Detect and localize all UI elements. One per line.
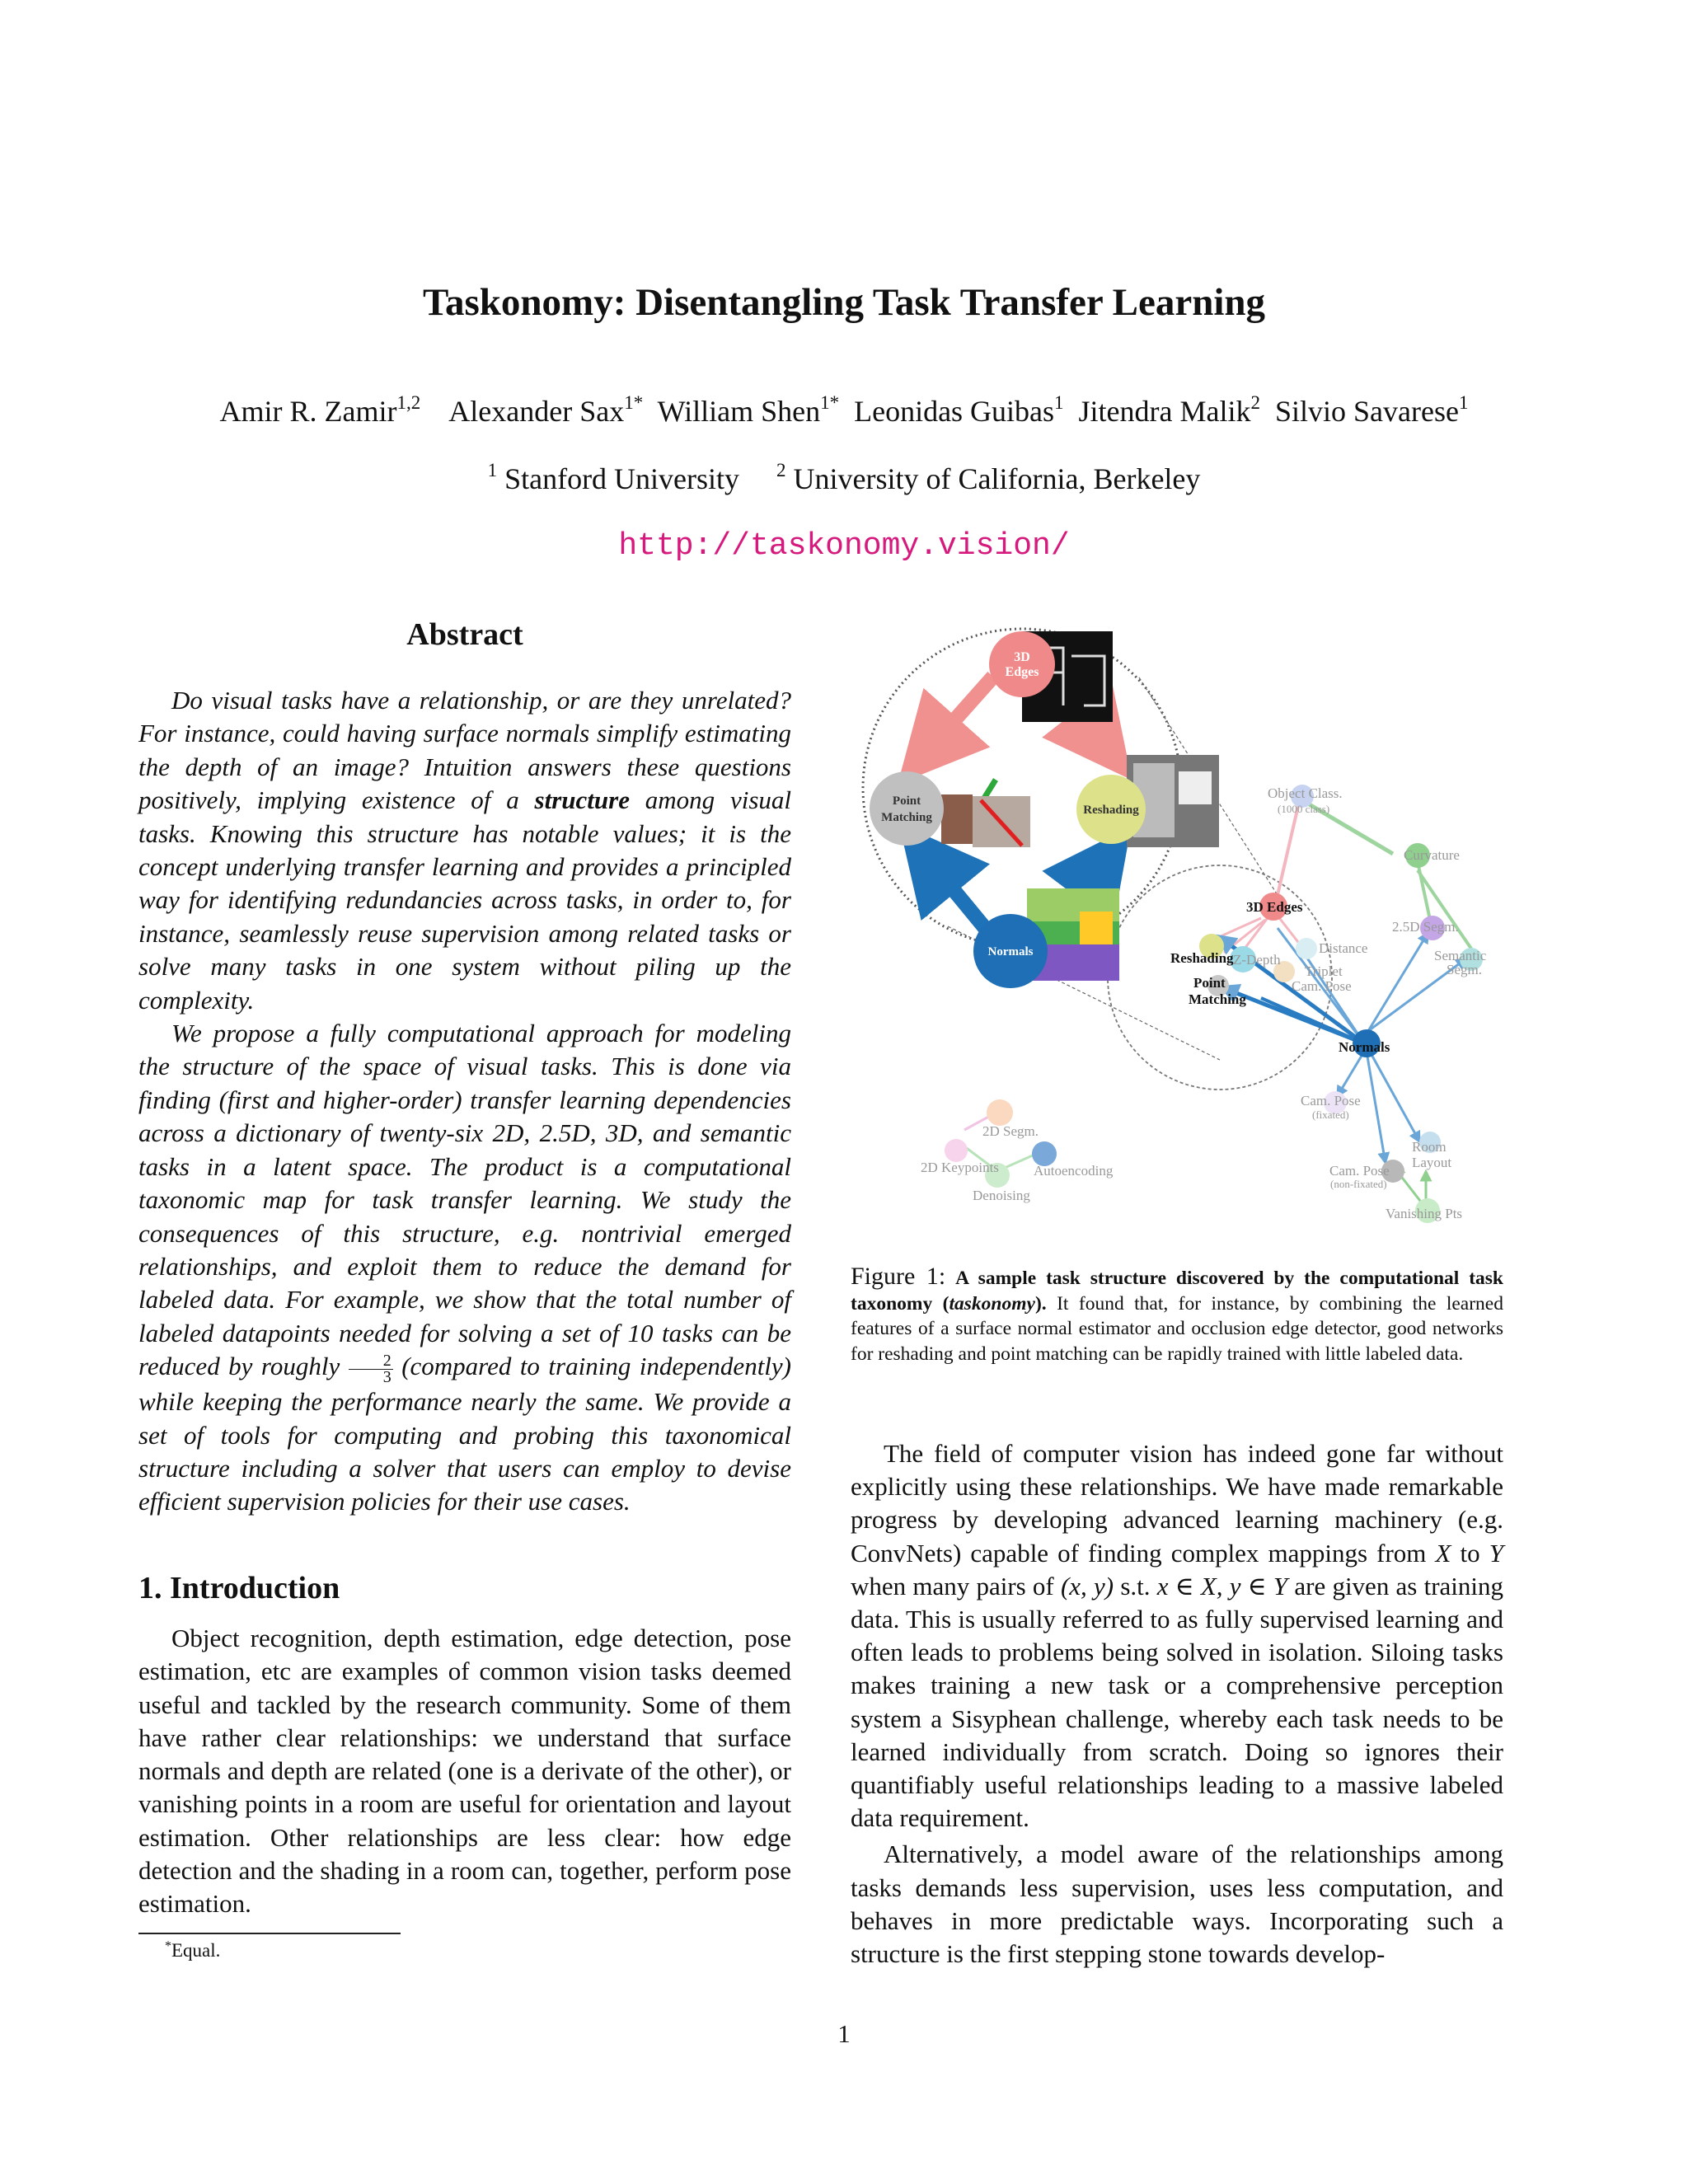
author-name: Jitendra Malik bbox=[1078, 395, 1251, 428]
svg-text:2D Keypoints: 2D Keypoints bbox=[921, 1160, 999, 1175]
svg-text:Segm.: Segm. bbox=[1447, 962, 1482, 977]
author-list bbox=[0, 394, 1688, 429]
figure-task-graph bbox=[849, 623, 1508, 1233]
fraction: $\frac{2}{3}$ bbox=[349, 1353, 393, 1385]
body-paragraph: Alternatively, a model aware of the relationships among tasks demands less supervision, uses less computation, and behaves in more predictable ways. Incorporating such a structure is the first stepping stone towards develop- bbox=[851, 1840, 1503, 1969]
node-distance bbox=[1296, 938, 1317, 959]
svg-text:Reshading: Reshading bbox=[1170, 950, 1234, 966]
svg-text:2D Segm.: 2D Segm. bbox=[982, 1123, 1039, 1139]
svg-text:Denoising: Denoising bbox=[973, 1188, 1030, 1203]
affiliation: University of California, Berkeley bbox=[793, 462, 1201, 495]
abstract-body bbox=[138, 684, 791, 1519]
emphasis: structure bbox=[534, 785, 630, 815]
abstract-paragraph: We propose a fully computational approach for modeling the structure of the space of visual tasks. This is done via finding (first and higher-order) transfer learning dependencies across a dictionary of twenty-six 2D, 2.5D, 3D, and semantic tasks in a latent space. The product is a computational taxonomic map for task transfer learning. We study the consequences of this structure, e.g. nontrivial emerged relationships, and exploit them to reduce the demand for labeled data. For example, we show that the total number of labeled datapoints needed for solving a set of 10 tasks can be reduced by roughly $\frac{2}{3}$ (compared to training independently) while keeping the performance nearly the same. We provide a set of tools for computing and probing this taxonomical structure including a solver that users can employ to devise efficient supervision policies for their use cases. bbox=[138, 1019, 791, 1516]
svg-text:Edges: Edges bbox=[1005, 665, 1039, 679]
affil-mark: 2 bbox=[776, 460, 786, 480]
author-name: Leonidas Guibas bbox=[854, 395, 1055, 428]
author-name: Silvio Savarese bbox=[1275, 395, 1459, 428]
right-column-body bbox=[851, 1437, 1503, 1971]
svg-text:Curvature: Curvature bbox=[1404, 847, 1460, 863]
section-heading: 1. Introduction bbox=[138, 1571, 340, 1605]
paper-title: Taskonomy: Disentangling Task Transfer Learning bbox=[422, 281, 1266, 324]
svg-text:Room: Room bbox=[1412, 1139, 1447, 1155]
matching-thumbnail bbox=[941, 794, 973, 844]
svg-text:Matching: Matching bbox=[1189, 991, 1246, 1007]
figure-label: Figure 1: bbox=[851, 1263, 946, 1290]
svg-text:Normals: Normals bbox=[987, 945, 1034, 958]
author-affil-mark: 1* bbox=[820, 392, 840, 413]
author-name: William Shen bbox=[657, 395, 821, 428]
page-number: 1 bbox=[837, 2019, 851, 2048]
abstract-heading: Abstract bbox=[406, 617, 523, 652]
author-affil-mark: 1* bbox=[624, 392, 644, 413]
body-paragraph: The field of computer vision has indeed gone far without explicitly using these relationships. We have made remarkable progress by developing advanced learning machinery (e.g. ConvNets) capable of finding complex mappings from X to Y when many pairs of (x, y) s.t. x ∈ X, y ∈ Y are given as training data. This is usually referred to as fully supervised learning and often leads to problems being solved in isolation. Siloing tasks makes training a new task or a comprehensive perception system a Sisyphean challenge, whereby each task needs to be learned individually from scratch. Doing so ignores their quantifiably useful relationships leading to a massive labeled data requirement. bbox=[851, 1439, 1503, 1833]
node-3d-edges bbox=[989, 631, 1055, 697]
figure-caption: Figure 1: A sample task structure discovered by the computational task taxonomy (taskonomy). It found that, for instance, by combining the learned features of a surface normal estimator and occlusion edge detector, good networks for reshading and point matching can be rapidly trained with little labeled data. bbox=[851, 1263, 1504, 1365]
footnote: *Equal. bbox=[165, 1939, 221, 1961]
svg-text:Autoencoding: Autoencoding bbox=[1034, 1163, 1114, 1179]
svg-text:Normals: Normals bbox=[1339, 1039, 1390, 1055]
project-url-link[interactable]: http://taskonomy.vision/ bbox=[618, 528, 1070, 564]
svg-text:(non-fixated): (non-fixated) bbox=[1330, 1178, 1387, 1190]
svg-text:Triplet: Triplet bbox=[1305, 963, 1343, 979]
author-affil-mark: 2 bbox=[1250, 392, 1260, 413]
author-affil-mark: 1,2 bbox=[396, 392, 421, 413]
abstract-paragraph: Do visual tasks have a relationship, or are they unrelated? For instance, could having surface normals simplify estimating the depth of an image? Intuition answers these questions positively, implying existence of a structure among visual tasks. Knowing this structure has notable values; it is the concept underlying transfer learning and provides a principled way for identifying redundancies across tasks, in order to, for instance, seamlessly reuse supervision among related tasks or solve many tasks in one system without piling up the complexity. bbox=[138, 686, 791, 1015]
svg-text:(1000 class): (1000 class) bbox=[1278, 803, 1330, 815]
svg-text:Vanishing Pts: Vanishing Pts bbox=[1386, 1206, 1463, 1221]
author-name: Alexander Sax bbox=[448, 395, 625, 428]
svg-text:Cam. Pose: Cam. Pose bbox=[1329, 1163, 1390, 1179]
svg-text:Object Class.: Object Class. bbox=[1268, 785, 1343, 801]
author-name: Amir R. Zamir bbox=[219, 395, 397, 428]
svg-text:Cam. Pose: Cam. Pose bbox=[1292, 978, 1352, 994]
svg-text:Cam. Pose: Cam. Pose bbox=[1301, 1093, 1361, 1108]
affiliation: Stanford University bbox=[504, 462, 740, 495]
node-point-matching bbox=[870, 771, 944, 846]
svg-text:Point: Point bbox=[892, 794, 921, 808]
author-affil-mark: 1 bbox=[1458, 392, 1469, 413]
svg-text:(fixated): (fixated) bbox=[1312, 1108, 1349, 1121]
svg-text:Distance: Distance bbox=[1319, 940, 1368, 956]
svg-text:3D: 3D bbox=[1014, 650, 1030, 664]
node-2d-keypoints bbox=[945, 1139, 968, 1162]
svg-text:Z-Depth: Z-Depth bbox=[1233, 952, 1281, 968]
author-affil-mark: 1 bbox=[1054, 392, 1064, 413]
footnote-rule bbox=[138, 1933, 401, 1934]
svg-text:Reshading: Reshading bbox=[1083, 804, 1139, 817]
svg-text:2.5D Segm.: 2.5D Segm. bbox=[1392, 919, 1459, 935]
intro-body bbox=[138, 1622, 791, 1921]
svg-text:Point: Point bbox=[1193, 975, 1226, 991]
intro-paragraph: Object recognition, depth estimation, edge detection, pose estimation, etc are examples of common vision tasks deemed useful and tackled by the research community. Some of them have rather clear relationships: we understand that surface normals and depth are related (one is a derivate of the other), or vanishing points in a room are useful for orientation and layout estimation. Other relationships are less clear: how edge detection and the shading in a room can, together, perform pose estimation. bbox=[138, 1624, 791, 1919]
node-2d-segm bbox=[987, 1099, 1013, 1126]
svg-text:3D Edges: 3D Edges bbox=[1246, 899, 1303, 915]
svg-text:Layout: Layout bbox=[1412, 1155, 1452, 1170]
svg-text:Matching: Matching bbox=[881, 811, 932, 824]
svg-text:Semantic: Semantic bbox=[1434, 948, 1487, 963]
affil-mark: 1 bbox=[487, 460, 498, 480]
affiliations bbox=[0, 462, 1688, 496]
